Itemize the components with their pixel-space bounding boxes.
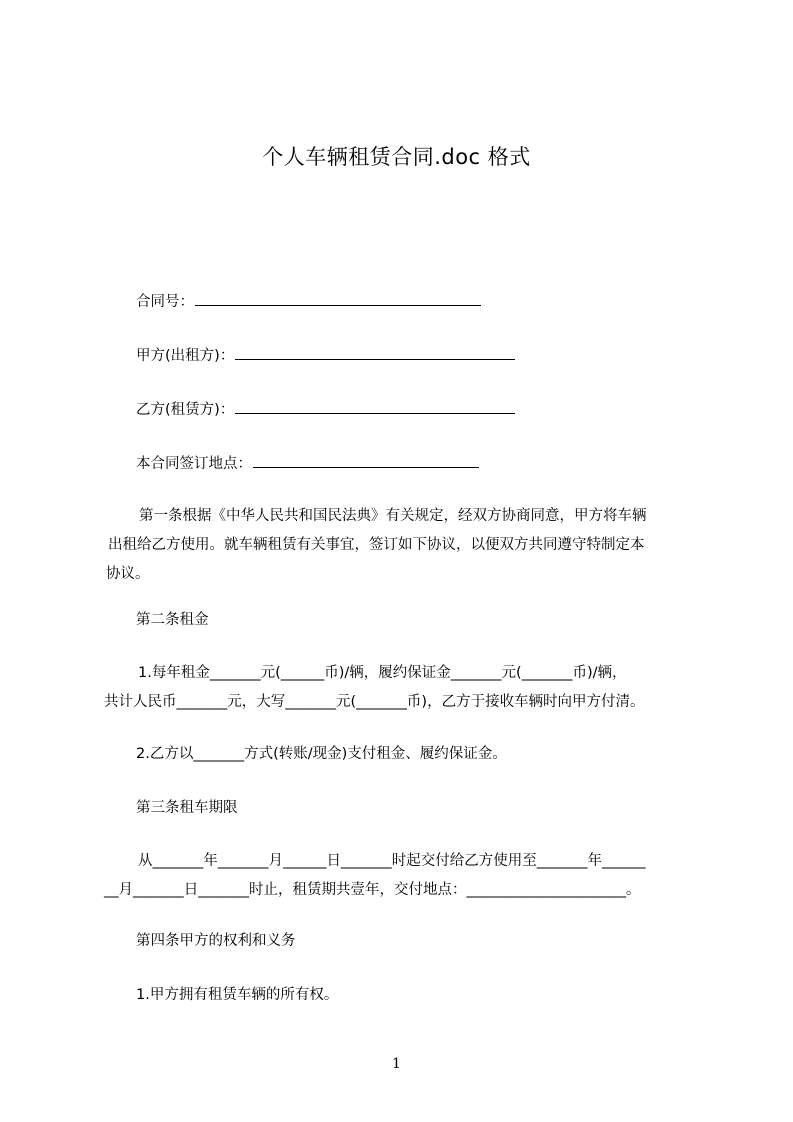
article-2-item-2: 2.乙方以_______方式(转账/现金)支付租金、履约保证金。 bbox=[136, 746, 507, 762]
party-b-label: 乙方(租赁方)： bbox=[136, 402, 235, 418]
party-a-label: 甲方(出租方)： bbox=[136, 348, 235, 364]
contract-number-blank bbox=[195, 291, 481, 306]
article-3-paragraph bbox=[104, 847, 700, 905]
article-3-line-2: __月_______日_______时止，租赁期共壹年，交付地点：______________________。 bbox=[104, 882, 641, 898]
signing-place-blank bbox=[253, 453, 479, 468]
page-number: 1 bbox=[392, 1056, 401, 1072]
article-2-item-1-line-2: 共计人民币_______元，大写_______元(_______币)，乙方于接收车辆时向甲方付清。 bbox=[104, 694, 645, 710]
article-1-line-3: 协议。 bbox=[106, 566, 150, 582]
party-a-blank bbox=[235, 345, 515, 360]
article-4-heading: 第四条甲方的权利和义务 bbox=[136, 933, 296, 949]
article-1-line-2: 出租给乙方使用。就车辆租赁有关事宜，签订如下协议，以便双方共同遵守特制定本 bbox=[108, 537, 645, 553]
article-2-item-1-line-1: 1.每年租金_______元(______币)/辆，履约保证金_______元(_______币)/辆， bbox=[138, 665, 627, 681]
signing-place-label: 本合同签订地点： bbox=[136, 456, 252, 472]
article-1-paragraph bbox=[104, 502, 700, 589]
contract-number-label: 合同号： bbox=[136, 294, 194, 310]
party-b-field bbox=[136, 399, 515, 420]
article-2-item-1 bbox=[104, 659, 700, 717]
party-a-field bbox=[136, 345, 515, 366]
article-4-item-1: 1.甲方拥有租赁车辆的所有权。 bbox=[136, 987, 339, 1003]
article-1-line-1: 第一条根据《中华人民共和国民法典》有关规定，经双方协商同意，甲方将车辆 bbox=[139, 508, 647, 524]
article-2-heading: 第二条租金 bbox=[136, 612, 209, 628]
contract-number-field bbox=[136, 291, 481, 312]
document-title: 个人车辆租赁合同.doc 格式 bbox=[262, 145, 531, 169]
signing-place-field bbox=[136, 453, 479, 474]
party-b-blank bbox=[235, 399, 515, 414]
article-3-heading: 第三条租车期限 bbox=[136, 800, 238, 816]
article-3-line-1: 从_______年_______月______日_______时起交付给乙方使用至_______年______ bbox=[138, 853, 646, 869]
